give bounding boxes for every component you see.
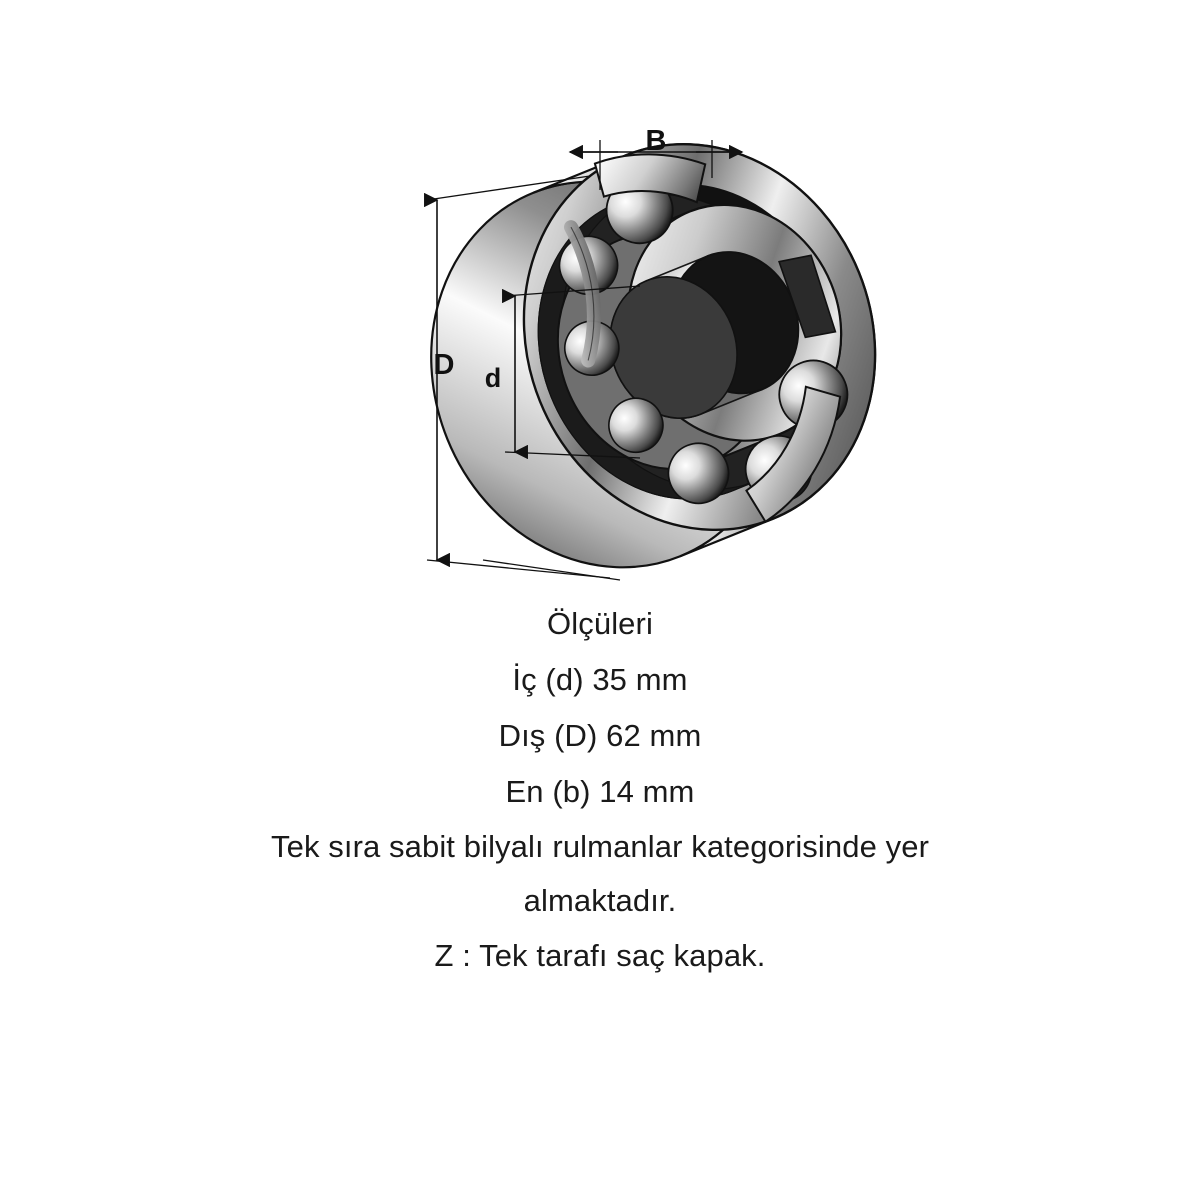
dim-label-d: d (484, 363, 502, 393)
bearing-body (372, 87, 932, 600)
spec-category-line-1: Tek sıra sabit bilyalı rulmanlar kategorisinde yer (271, 829, 929, 864)
spec-shield-note: Z : Tek tarafı saç kapak. (434, 938, 766, 973)
spec-outer-diameter: Dış (D) 62 mm (498, 718, 702, 753)
spec-width: En (b) 14 mm (505, 774, 695, 809)
spec-category-line-2: almaktadır. (523, 883, 677, 918)
dim-label-B: B (645, 125, 667, 157)
dim-label-D: D (433, 349, 455, 381)
spec-inner-diameter: İç (d) 35 mm (512, 662, 688, 697)
specifications-block (0, 596, 1200, 984)
specs-heading: Ölçüleri (547, 606, 653, 641)
